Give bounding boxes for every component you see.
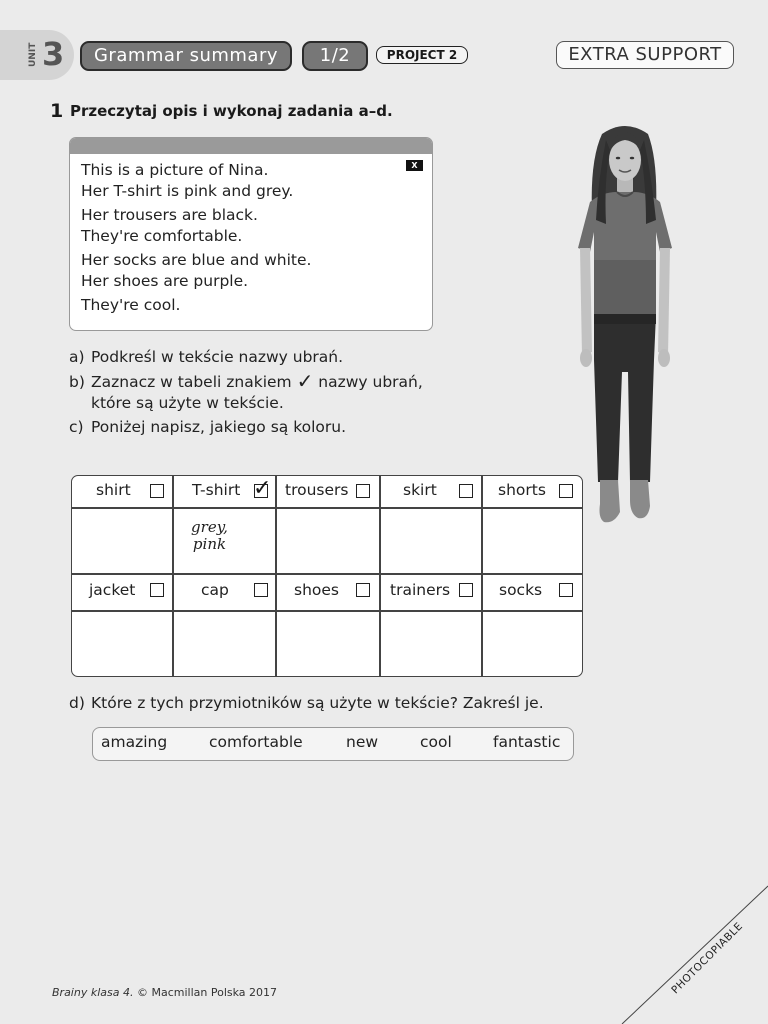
answer-line: grey,	[191, 518, 228, 536]
task-text: nazwy ubrań,	[318, 373, 423, 391]
adjective-word[interactable]: fantastic	[493, 733, 561, 751]
extra-support-label: EXTRA SUPPORT	[556, 41, 734, 69]
clothes-label-skirt: skirt	[403, 481, 437, 499]
close-icon: X	[406, 160, 423, 171]
checkmark-icon: ✓	[253, 476, 272, 501]
text-line: Her trousers are black.	[81, 206, 258, 224]
task-letter: d)	[69, 694, 85, 712]
photocopiable-label: PHOTOCOPIABLE	[669, 920, 746, 997]
clothes-label-socks: socks	[499, 581, 543, 599]
text-line: Her shoes are purple.	[81, 272, 249, 290]
clothes-label-jacket: jacket	[89, 581, 136, 599]
task-b-line2: które są użyte w tekście.	[91, 394, 284, 412]
task-text: Zaznacz w tabeli znakiem	[91, 373, 292, 391]
task-letter: a)	[69, 348, 85, 366]
copyright-text: © Macmillan Polska 2017	[136, 986, 278, 999]
task-letter: b)	[69, 373, 85, 391]
project-label: PROJECT 2	[376, 46, 468, 64]
clothes-label-shirt: shirt	[96, 481, 131, 499]
page-number-label: 1/2	[302, 41, 368, 71]
exercise-number: 1	[50, 100, 64, 122]
adjective-word[interactable]: cool	[420, 733, 452, 751]
text-line: Her T-shirt is pink and grey.	[81, 182, 294, 200]
task-text: Które z tych przymiotników są użyte w tekście? Zakreśl je.	[91, 694, 544, 712]
clothes-label-trainers: trainers	[390, 581, 451, 599]
answer-line: pink	[192, 535, 227, 553]
clothes-label-shorts: shorts	[498, 481, 546, 499]
clothes-label-cap: cap	[201, 581, 229, 599]
clothes-label-trousers: trousers	[285, 481, 349, 499]
task-letter: c)	[69, 418, 84, 436]
text-line: Her socks are blue and white.	[81, 251, 312, 269]
unit-number: 3	[42, 35, 65, 73]
unit-word: UNIT	[28, 42, 38, 68]
clothes-label-tshirt: T-shirt	[192, 481, 241, 499]
clothes-label-shoes: shoes	[294, 581, 339, 599]
text-line: They're cool.	[81, 296, 181, 314]
checkmark-icon: ✓	[296, 369, 314, 393]
task-text: Poniżej napisz, jakiego są koloru.	[91, 418, 347, 436]
exercise-instruction: Przeczytaj opis i wykonaj zadania a–d.	[70, 102, 393, 120]
text-line: This is a picture of Nina.	[81, 161, 269, 179]
adjective-word[interactable]: amazing	[101, 733, 168, 751]
text-line: They're comfortable.	[81, 227, 243, 245]
task-text: Podkreśl w tekście nazwy ubrań.	[91, 348, 344, 366]
grammar-summary-label: Grammar summary	[80, 41, 292, 71]
book-title: Brainy klasa 4.	[52, 986, 134, 999]
adjective-word[interactable]: comfortable	[209, 733, 303, 751]
adjective-word[interactable]: new	[346, 733, 379, 751]
